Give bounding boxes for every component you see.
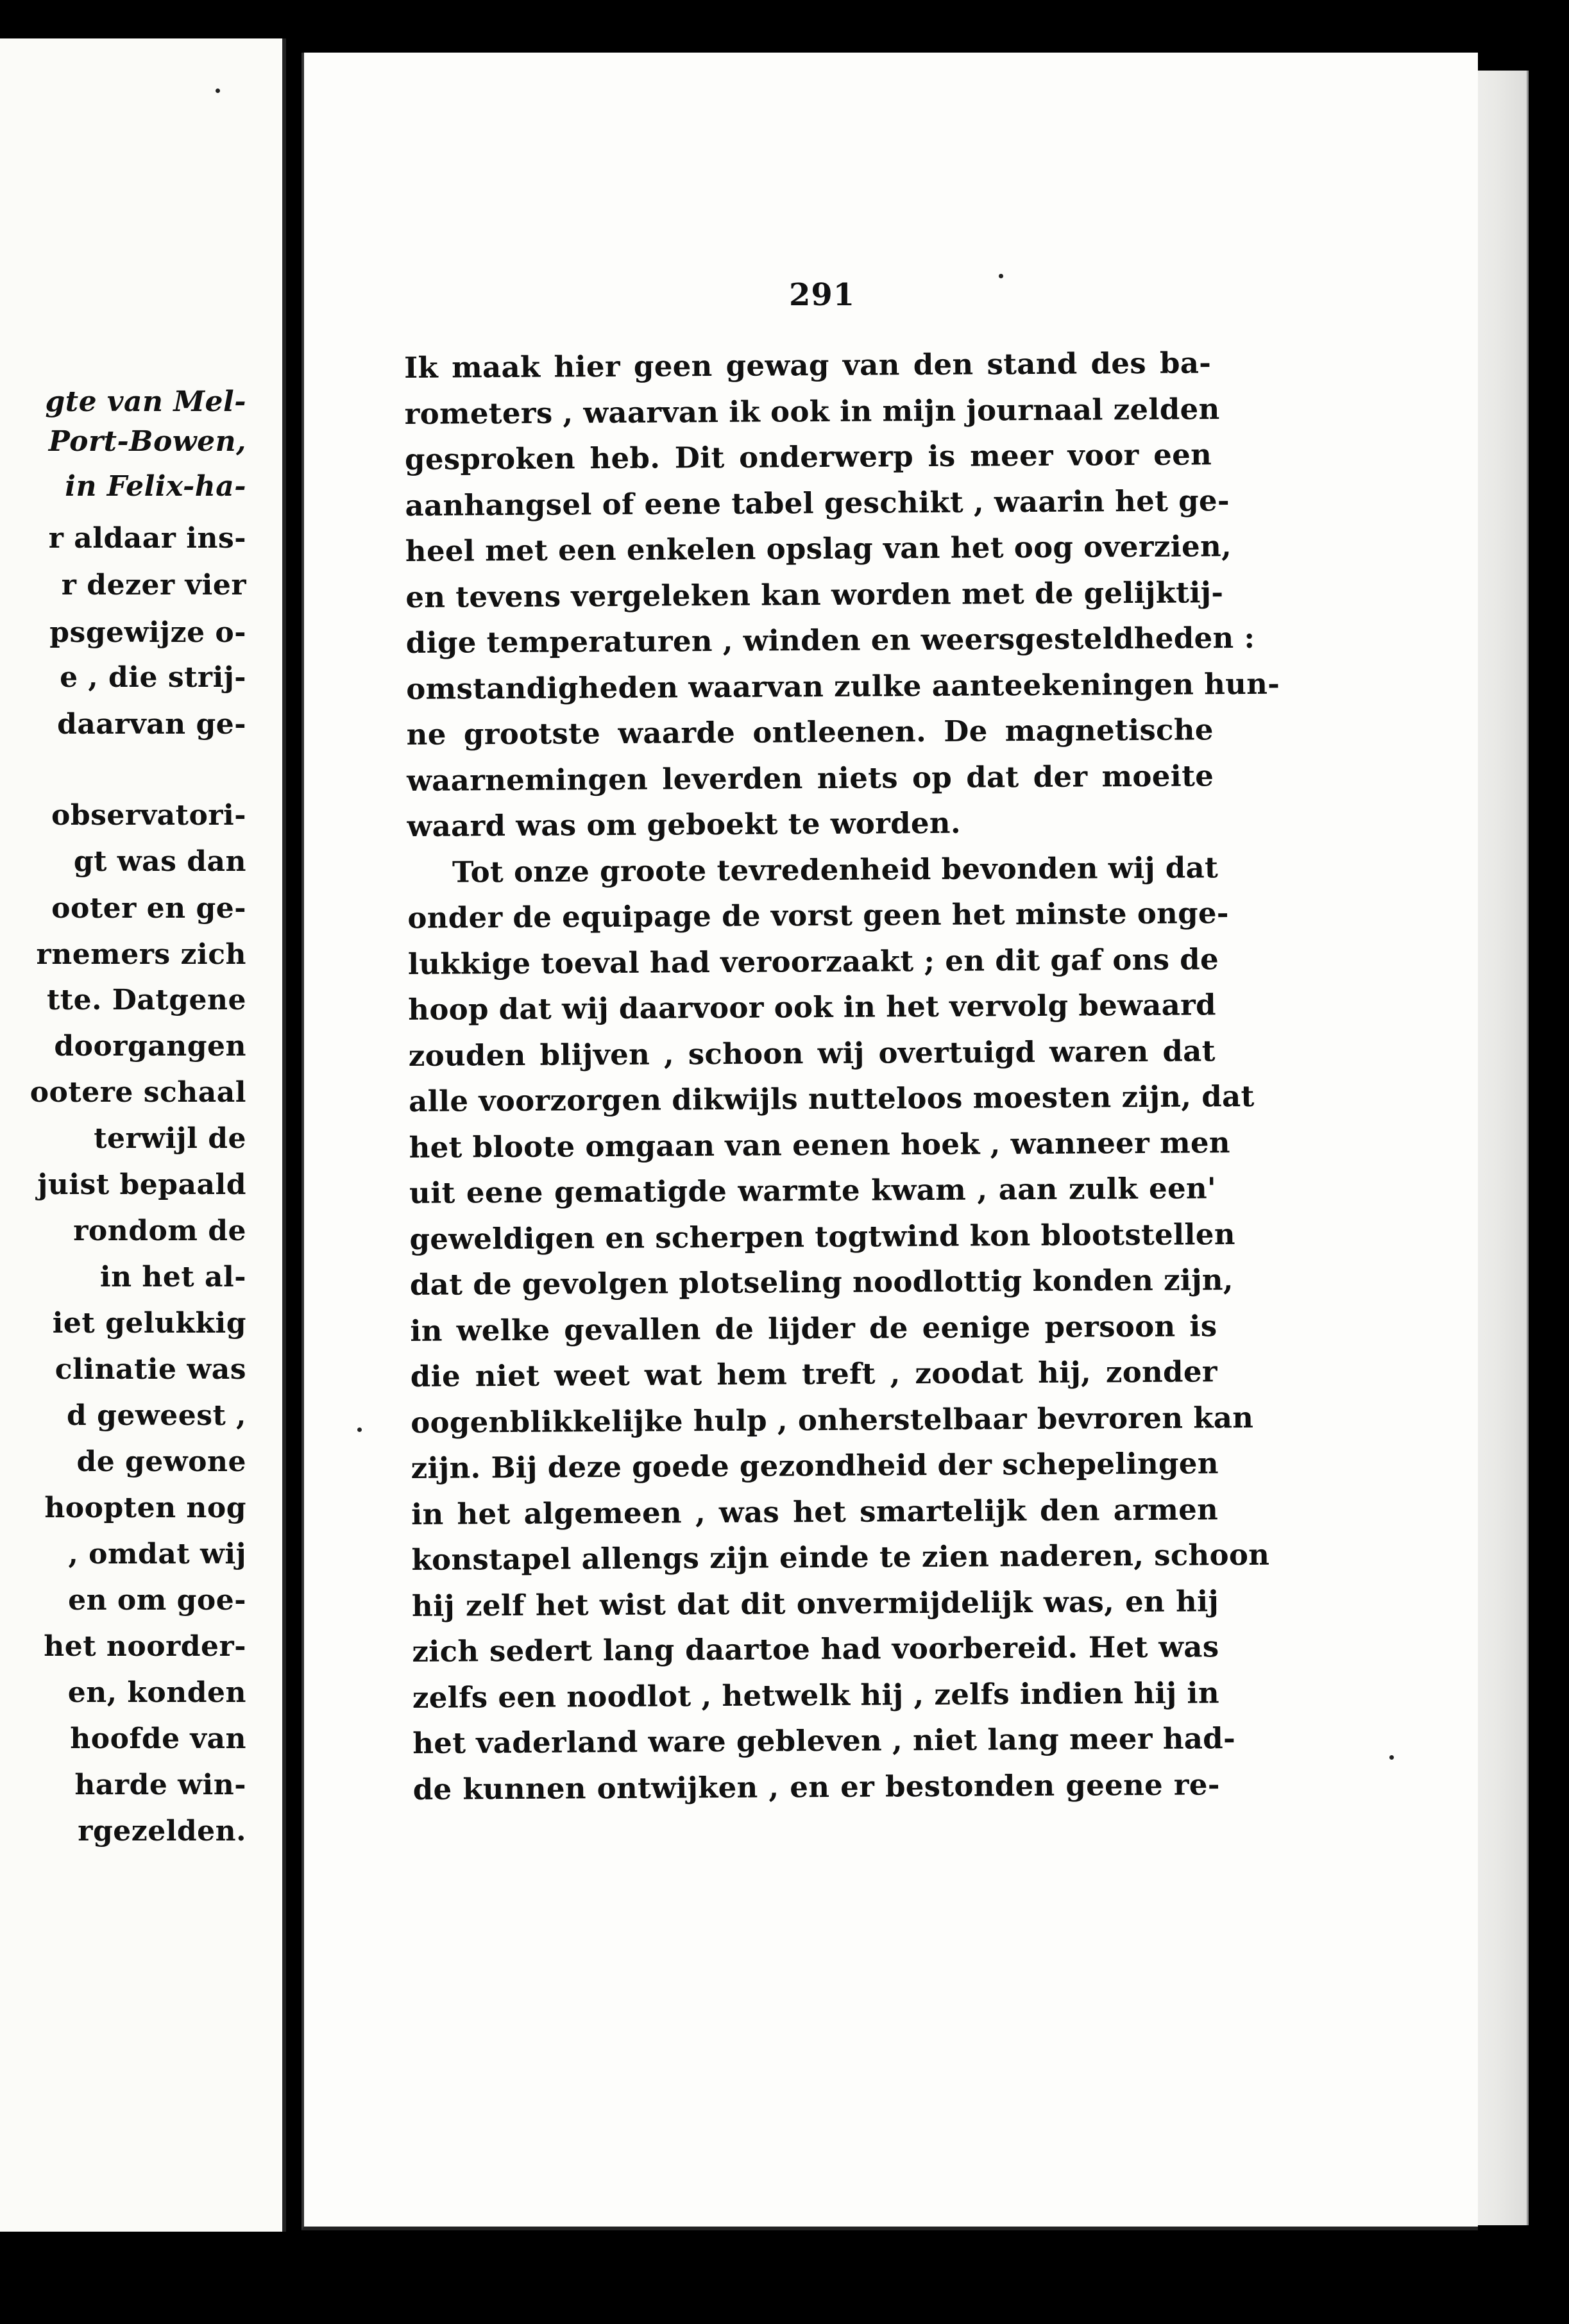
left-page-line: d geweest ,: [67, 1399, 246, 1432]
text-line: rometers , waarvan ik ook in mijn journaal zelden: [404, 391, 1220, 431]
left-page-line: r dezer vier: [61, 569, 246, 602]
ink-speck: [357, 1427, 362, 1432]
text-line: heel met een enkelen opslag van het oog overzien,: [405, 529, 1232, 568]
text-line: hoop dat wij daarvoor ook in het vervolg bewaard: [408, 988, 1217, 1027]
page-number: 291: [789, 277, 856, 313]
text-line: konstapel allengs zijn einde te zien naderen, schoon: [411, 1537, 1270, 1577]
left-page-line: gt was dan: [73, 845, 246, 878]
text-line: dat de gevolgen plotseling noodlottig konden zijn,: [409, 1263, 1234, 1302]
text-line: onder de equipage de vorst geen het minste onge-: [407, 896, 1229, 935]
left-page-line: en, konden: [67, 1676, 246, 1709]
text-line: en tevens vergeleken kan worden met de gelijktij-: [405, 575, 1224, 614]
left-page-line: de gewone: [76, 1445, 246, 1478]
text-line: in het algemeen , was het smartelijk den armen: [411, 1492, 1219, 1531]
ink-speck: [999, 274, 1003, 278]
text-line: dige temperaturen , winden en weersgesteldheden :: [405, 620, 1255, 660]
left-page-line: e , die strij-: [60, 661, 246, 694]
left-page-line: rnemers zich: [36, 938, 246, 971]
text-line: hij zelf het wist dat dit onvermijdelijk was, en hij: [411, 1583, 1219, 1623]
left-page-line: rgezelden.: [78, 1815, 246, 1848]
text-line: zich sedert lang daartoe had voorbereid. Het was: [412, 1629, 1219, 1669]
text-line: gesproken heb. Dit onderwerp is meer voor een: [404, 437, 1212, 476]
left-page-line: terwijl de: [94, 1122, 246, 1155]
left-page-line: Port-Bowen,: [48, 425, 246, 458]
left-page-line: ooter en ge-: [51, 892, 246, 925]
text-line: lukkige toeval had veroorzaakt ; en dit gaf ons de: [407, 941, 1219, 981]
left-page-line: psgewijze o-: [49, 616, 246, 649]
text-line: het vaderland ware gebleven , niet lang meer had-: [412, 1721, 1236, 1760]
left-page-line: en om goe-: [68, 1584, 246, 1617]
ink-speck: [1389, 1755, 1394, 1760]
left-page-line: in Felix-ha-: [65, 470, 246, 503]
left-page-line: hoopten nog: [44, 1492, 246, 1524]
left-page-line: gte van Mel-: [45, 385, 246, 418]
text-line: aanhangsel of eene tabel geschikt , waarin het ge-: [405, 483, 1230, 523]
text-line: waard was om geboekt te worden.: [407, 805, 961, 843]
text-line: Tot onze groote tevredenheid bevonden wij dat: [452, 850, 1219, 889]
left-page-line: clinatie was: [55, 1353, 246, 1386]
left-page: [0, 38, 286, 2232]
left-page-line: , omdat wij: [68, 1538, 246, 1570]
text-line: zelfs een noodlot , hetwelk hij , zelfs indien hij in: [412, 1675, 1220, 1715]
text-line: alle voorzorgen dikwijls nutteloos moesten zijn, dat: [409, 1079, 1255, 1118]
text-line: in welke gevallen de lijder de eenige persoon is: [410, 1308, 1217, 1348]
left-page-line: iet gelukkig: [52, 1307, 246, 1340]
left-page-line: juist bepaald: [37, 1168, 246, 1201]
left-page-line: het noorder-: [44, 1630, 246, 1663]
page-body-text: [404, 340, 1280, 1812]
text-line: waarnemingen leverden niets op dat der moeite: [406, 758, 1214, 798]
left-page-line: tte. Datgene: [46, 984, 246, 1016]
text-line: die niet weet wat hem treft , zoodat hij, zonder: [410, 1354, 1217, 1394]
left-page-line: r aldaar ins-: [48, 522, 246, 555]
text-line: Ik maak hier geen gewag van den stand des ba-: [404, 346, 1212, 385]
text-line: zouden blijven , schoon wij overtuigd waren dat: [408, 1033, 1216, 1073]
left-page-line: ootere schaal: [30, 1076, 246, 1109]
text-line: omstandigheden waarvan zulke aanteekeningen hun-: [406, 666, 1280, 706]
left-page-line: observatori-: [51, 799, 246, 832]
text-line: ne grootste waarde ontleenen. De magnetische: [406, 712, 1214, 752]
text-line: uit eene gematigde warmte kwam , aan zulk een': [409, 1171, 1217, 1210]
text-line: zijn. Bij deze goede gezondheid der schepelingen: [411, 1446, 1219, 1485]
text-line: de kunnen ontwijken , en er bestonden geene re-: [412, 1767, 1220, 1806]
left-page-line: harde win-: [74, 1769, 246, 1801]
text-line: geweldigen en scherpen togtwind kon blootstellen: [409, 1217, 1235, 1256]
left-page-line: doorgangen: [54, 1030, 246, 1063]
text-line: oogenblikkelijke hulp , onherstelbaar bevroren kan: [411, 1400, 1254, 1440]
left-page-line: in het al-: [99, 1261, 246, 1293]
left-page-line: daarvan ge-: [57, 708, 246, 741]
ink-speck: [216, 88, 220, 93]
left-page-line: rondom de: [73, 1215, 246, 1247]
left-page-line: hoofde van: [70, 1722, 246, 1755]
text-line: het bloote omgaan van eenen hoek , wanneer men: [409, 1125, 1230, 1165]
